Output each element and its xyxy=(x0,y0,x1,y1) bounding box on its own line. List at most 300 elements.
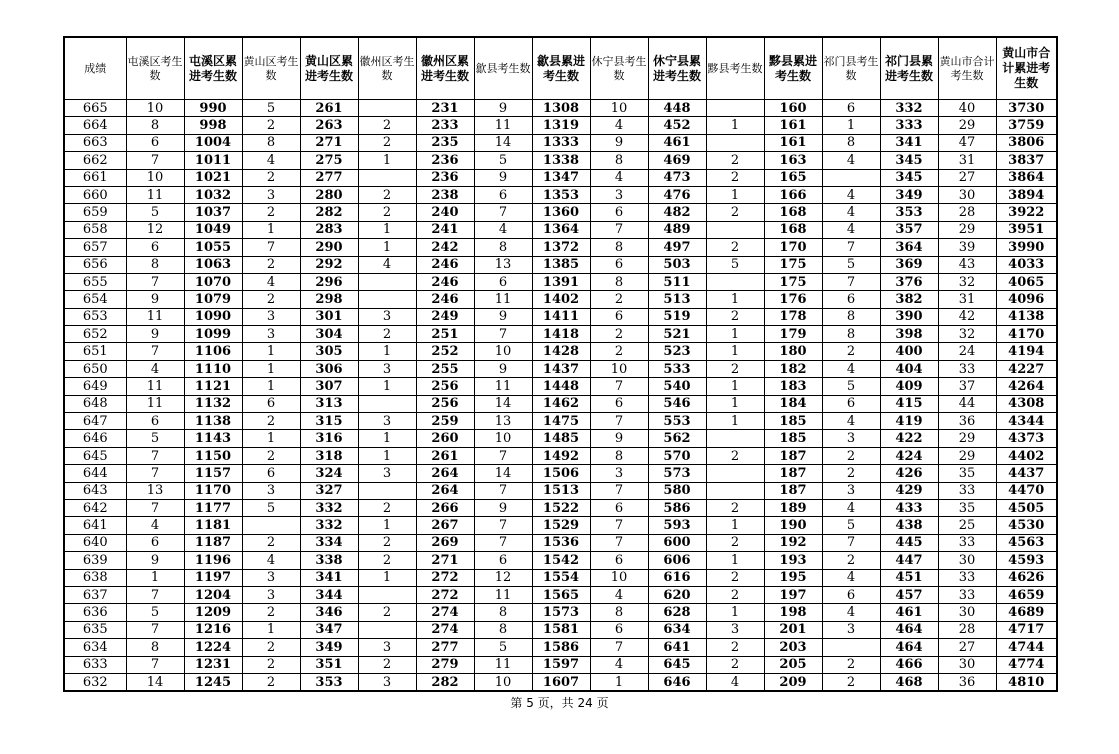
cumulative-count-cell: 277 xyxy=(300,169,358,186)
cumulative-count-cell: 553 xyxy=(648,413,706,430)
cumulative-count-cell: 457 xyxy=(880,586,938,603)
cumulative-count-cell: 341 xyxy=(880,134,938,151)
count-cell: 33 xyxy=(938,360,996,377)
cumulative-count-cell: 634 xyxy=(648,621,706,638)
count-cell: 4 xyxy=(822,499,880,516)
cumulative-count-cell: 4774 xyxy=(996,656,1057,673)
table-row xyxy=(64,517,1057,534)
cumulative-count-cell: 4593 xyxy=(996,552,1057,569)
cumulative-count-cell: 180 xyxy=(764,343,822,360)
count-cell: 24 xyxy=(938,343,996,360)
count-cell: 8 xyxy=(474,621,532,638)
count-cell: 1 xyxy=(358,447,416,464)
cumulative-count-cell: 1607 xyxy=(532,673,590,691)
cumulative-count-cell: 4065 xyxy=(996,273,1057,290)
cumulative-count-cell: 1428 xyxy=(532,343,590,360)
count-cell xyxy=(706,221,764,238)
count-cell: 1 xyxy=(242,430,300,447)
count-cell: 7 xyxy=(474,517,532,534)
table-row xyxy=(64,534,1057,551)
count-cell: 7 xyxy=(474,534,532,551)
count-cell: 6 xyxy=(126,534,184,551)
count-cell: 31 xyxy=(938,291,996,308)
cumulative-count-cell: 163 xyxy=(764,152,822,169)
cumulative-count-cell: 1462 xyxy=(532,395,590,412)
table-row xyxy=(64,447,1057,464)
count-cell: 7 xyxy=(822,239,880,256)
cumulative-count-cell: 283 xyxy=(300,221,358,238)
cumulative-count-cell: 176 xyxy=(764,291,822,308)
cumulative-count-cell: 246 xyxy=(416,291,474,308)
cumulative-count-cell: 620 xyxy=(648,586,706,603)
cumulative-count-cell: 424 xyxy=(880,447,938,464)
count-cell: 2 xyxy=(822,656,880,673)
score-cell: 645 xyxy=(64,447,126,464)
count-cell: 6 xyxy=(590,204,648,221)
cumulative-count-cell: 175 xyxy=(764,256,822,273)
score-cell: 646 xyxy=(64,430,126,447)
cumulative-count-cell: 251 xyxy=(416,326,474,343)
cumulative-count-cell: 570 xyxy=(648,447,706,464)
cumulative-count-cell: 274 xyxy=(416,604,474,621)
count-cell: 4 xyxy=(822,569,880,586)
count-cell: 1 xyxy=(706,343,764,360)
count-cell: 8 xyxy=(590,152,648,169)
page-footer: 第 5 页，共 24 页 xyxy=(510,696,609,710)
count-cell: 10 xyxy=(590,100,648,117)
cumulative-count-cell: 1187 xyxy=(184,534,242,551)
cumulative-count-cell: 1529 xyxy=(532,517,590,534)
cumulative-count-cell: 429 xyxy=(880,482,938,499)
cumulative-count-cell: 466 xyxy=(880,656,938,673)
cumulative-count-cell: 4810 xyxy=(996,673,1057,691)
cumulative-count-cell: 409 xyxy=(880,378,938,395)
count-cell: 43 xyxy=(938,256,996,273)
count-cell: 2 xyxy=(242,413,300,430)
cumulative-count-cell: 274 xyxy=(416,621,474,638)
column-header: 黟县累进考生数 xyxy=(764,37,822,100)
cumulative-count-cell: 261 xyxy=(416,447,474,464)
count-cell: 2 xyxy=(358,134,416,151)
score-cell: 644 xyxy=(64,465,126,482)
count-cell: 8 xyxy=(474,604,532,621)
count-cell: 33 xyxy=(938,534,996,551)
cumulative-count-cell: 1573 xyxy=(532,604,590,621)
cumulative-count-cell: 3864 xyxy=(996,169,1057,186)
cumulative-count-cell: 351 xyxy=(300,656,358,673)
count-cell: 8 xyxy=(126,256,184,273)
count-cell: 25 xyxy=(938,517,996,534)
count-cell: 2 xyxy=(706,360,764,377)
count-cell: 6 xyxy=(474,552,532,569)
cumulative-count-cell: 4689 xyxy=(996,604,1057,621)
table-row xyxy=(64,186,1057,203)
cumulative-count-cell: 645 xyxy=(648,656,706,673)
cumulative-count-cell: 1475 xyxy=(532,413,590,430)
count-cell: 1 xyxy=(706,413,764,430)
cumulative-count-cell: 468 xyxy=(880,673,938,691)
count-cell: 2 xyxy=(706,447,764,464)
count-cell xyxy=(358,586,416,603)
cumulative-count-cell: 272 xyxy=(416,586,474,603)
count-cell: 6 xyxy=(590,499,648,516)
table-row xyxy=(64,604,1057,621)
count-cell: 4 xyxy=(590,169,648,186)
count-cell: 7 xyxy=(126,447,184,464)
count-cell: 2 xyxy=(706,308,764,325)
count-cell: 6 xyxy=(590,552,648,569)
cumulative-count-cell: 1448 xyxy=(532,378,590,395)
table-row xyxy=(64,569,1057,586)
count-cell: 2 xyxy=(242,204,300,221)
count-cell: 35 xyxy=(938,499,996,516)
count-cell: 11 xyxy=(474,586,532,603)
count-cell: 5 xyxy=(242,100,300,117)
cumulative-count-cell: 346 xyxy=(300,604,358,621)
count-cell: 4 xyxy=(242,552,300,569)
count-cell: 2 xyxy=(706,534,764,551)
cumulative-count-cell: 357 xyxy=(880,221,938,238)
cumulative-count-cell: 382 xyxy=(880,291,938,308)
cumulative-count-cell: 1224 xyxy=(184,639,242,656)
count-cell: 3 xyxy=(822,621,880,638)
cumulative-count-cell: 192 xyxy=(764,534,822,551)
count-cell: 7 xyxy=(474,204,532,221)
count-cell: 6 xyxy=(822,100,880,117)
count-cell: 36 xyxy=(938,413,996,430)
score-cell: 651 xyxy=(64,343,126,360)
count-cell: 5 xyxy=(822,517,880,534)
count-cell xyxy=(358,291,416,308)
count-cell xyxy=(242,517,300,534)
count-cell: 14 xyxy=(474,395,532,412)
count-cell: 29 xyxy=(938,117,996,134)
score-cell: 656 xyxy=(64,256,126,273)
count-cell: 4 xyxy=(706,673,764,691)
cumulative-count-cell: 236 xyxy=(416,169,474,186)
cumulative-count-cell: 271 xyxy=(300,134,358,151)
cumulative-count-cell: 264 xyxy=(416,465,474,482)
cumulative-count-cell: 236 xyxy=(416,152,474,169)
count-cell: 2 xyxy=(822,465,880,482)
count-cell: 36 xyxy=(938,673,996,691)
cumulative-count-cell: 4744 xyxy=(996,639,1057,656)
table-row xyxy=(64,586,1057,603)
cumulative-count-cell: 461 xyxy=(880,604,938,621)
count-cell: 11 xyxy=(126,308,184,325)
score-cell: 640 xyxy=(64,534,126,551)
score-cell: 648 xyxy=(64,395,126,412)
count-cell: 4 xyxy=(822,604,880,621)
cumulative-count-cell: 4096 xyxy=(996,291,1057,308)
cumulative-count-cell: 513 xyxy=(648,291,706,308)
table-row xyxy=(64,256,1057,273)
count-cell: 28 xyxy=(938,621,996,638)
count-cell: 2 xyxy=(242,639,300,656)
cumulative-count-cell: 616 xyxy=(648,569,706,586)
count-cell: 13 xyxy=(126,482,184,499)
cumulative-count-cell: 1177 xyxy=(184,499,242,516)
cumulative-count-cell: 1106 xyxy=(184,343,242,360)
score-cell: 637 xyxy=(64,586,126,603)
cumulative-count-cell: 523 xyxy=(648,343,706,360)
cumulative-count-cell: 345 xyxy=(880,169,938,186)
cumulative-count-cell: 4227 xyxy=(996,360,1057,377)
count-cell: 2 xyxy=(242,534,300,551)
table-row xyxy=(64,169,1057,186)
count-cell: 4 xyxy=(590,656,648,673)
cumulative-count-cell: 282 xyxy=(300,204,358,221)
count-cell: 1 xyxy=(706,604,764,621)
count-cell xyxy=(706,134,764,151)
cumulative-count-cell: 316 xyxy=(300,430,358,447)
score-cell: 642 xyxy=(64,499,126,516)
cumulative-count-cell: 369 xyxy=(880,256,938,273)
count-cell: 5 xyxy=(706,256,764,273)
score-cell: 649 xyxy=(64,378,126,395)
cumulative-count-cell: 4563 xyxy=(996,534,1057,551)
column-header: 休宁县累进考生数 xyxy=(648,37,706,100)
cumulative-count-cell: 400 xyxy=(880,343,938,360)
cumulative-count-cell: 305 xyxy=(300,343,358,360)
cumulative-count-cell: 178 xyxy=(764,308,822,325)
count-cell: 7 xyxy=(590,534,648,551)
cumulative-count-cell: 1597 xyxy=(532,656,590,673)
count-cell: 8 xyxy=(822,308,880,325)
cumulative-count-cell: 261 xyxy=(300,100,358,117)
cumulative-count-cell: 628 xyxy=(648,604,706,621)
table-row xyxy=(64,273,1057,290)
table-row xyxy=(64,552,1057,569)
count-cell: 11 xyxy=(126,395,184,412)
table-row xyxy=(64,413,1057,430)
count-cell: 10 xyxy=(126,100,184,117)
column-header: 黄山区考生数 xyxy=(242,37,300,100)
count-cell xyxy=(358,273,416,290)
count-cell: 1 xyxy=(242,378,300,395)
score-cell: 659 xyxy=(64,204,126,221)
count-cell xyxy=(706,465,764,482)
cumulative-count-cell: 292 xyxy=(300,256,358,273)
count-cell: 30 xyxy=(938,186,996,203)
count-cell: 2 xyxy=(822,673,880,691)
cumulative-count-cell: 255 xyxy=(416,360,474,377)
count-cell: 1 xyxy=(706,186,764,203)
cumulative-count-cell: 201 xyxy=(764,621,822,638)
count-cell: 6 xyxy=(474,186,532,203)
score-cell: 647 xyxy=(64,413,126,430)
cumulative-count-cell: 641 xyxy=(648,639,706,656)
cumulative-count-cell: 990 xyxy=(184,100,242,117)
count-cell: 2 xyxy=(706,499,764,516)
score-cell: 650 xyxy=(64,360,126,377)
count-cell xyxy=(822,169,880,186)
count-cell: 8 xyxy=(126,117,184,134)
score-cell: 662 xyxy=(64,152,126,169)
cumulative-count-cell: 266 xyxy=(416,499,474,516)
cumulative-count-cell: 482 xyxy=(648,204,706,221)
count-cell: 2 xyxy=(242,291,300,308)
count-cell: 5 xyxy=(822,256,880,273)
cumulative-count-cell: 461 xyxy=(648,134,706,151)
cumulative-count-cell: 3990 xyxy=(996,239,1057,256)
table-row xyxy=(64,326,1057,343)
count-cell: 6 xyxy=(590,395,648,412)
count-cell: 2 xyxy=(358,186,416,203)
count-cell: 9 xyxy=(126,291,184,308)
cumulative-count-cell: 1347 xyxy=(532,169,590,186)
cumulative-count-cell: 4194 xyxy=(996,343,1057,360)
cumulative-count-cell: 586 xyxy=(648,499,706,516)
cumulative-count-cell: 1170 xyxy=(184,482,242,499)
table-row xyxy=(64,639,1057,656)
count-cell xyxy=(822,639,880,656)
cumulative-count-cell: 345 xyxy=(880,152,938,169)
cumulative-count-cell: 1150 xyxy=(184,447,242,464)
cumulative-count-cell: 4402 xyxy=(996,447,1057,464)
cumulative-count-cell: 1063 xyxy=(184,256,242,273)
cumulative-count-cell: 4659 xyxy=(996,586,1057,603)
count-cell: 4 xyxy=(126,517,184,534)
count-cell: 3 xyxy=(822,430,880,447)
count-cell: 8 xyxy=(126,639,184,656)
table-row xyxy=(64,621,1057,638)
count-cell: 29 xyxy=(938,447,996,464)
count-cell: 35 xyxy=(938,465,996,482)
count-cell: 4 xyxy=(590,117,648,134)
table-row xyxy=(64,673,1057,691)
score-cell: 657 xyxy=(64,239,126,256)
count-cell: 11 xyxy=(474,656,532,673)
cumulative-count-cell: 301 xyxy=(300,308,358,325)
count-cell: 2 xyxy=(358,499,416,516)
count-cell: 3 xyxy=(822,482,880,499)
count-cell: 3 xyxy=(242,308,300,325)
count-cell: 3 xyxy=(242,569,300,586)
cumulative-count-cell: 1099 xyxy=(184,326,242,343)
table-header-row xyxy=(64,37,1057,100)
cumulative-count-cell: 1391 xyxy=(532,273,590,290)
cumulative-count-cell: 415 xyxy=(880,395,938,412)
count-cell: 7 xyxy=(590,221,648,238)
cumulative-count-cell: 324 xyxy=(300,465,358,482)
count-cell xyxy=(358,100,416,117)
score-table-container xyxy=(63,36,1058,692)
count-cell: 12 xyxy=(474,569,532,586)
count-cell: 13 xyxy=(474,413,532,430)
cumulative-count-cell: 242 xyxy=(416,239,474,256)
count-cell: 8 xyxy=(474,239,532,256)
cumulative-count-cell: 256 xyxy=(416,378,474,395)
cumulative-count-cell: 4138 xyxy=(996,308,1057,325)
cumulative-count-cell: 187 xyxy=(764,482,822,499)
count-cell: 4 xyxy=(242,152,300,169)
count-cell: 11 xyxy=(474,378,532,395)
cumulative-count-cell: 1333 xyxy=(532,134,590,151)
count-cell: 2 xyxy=(706,569,764,586)
count-cell: 39 xyxy=(938,239,996,256)
score-cell: 634 xyxy=(64,639,126,656)
cumulative-count-cell: 1418 xyxy=(532,326,590,343)
cumulative-count-cell: 4308 xyxy=(996,395,1057,412)
cumulative-count-cell: 1138 xyxy=(184,413,242,430)
column-header: 祁门县考生数 xyxy=(822,37,880,100)
table-row xyxy=(64,360,1057,377)
cumulative-count-cell: 1554 xyxy=(532,569,590,586)
count-cell: 1 xyxy=(358,430,416,447)
count-cell: 33 xyxy=(938,569,996,586)
count-cell: 2 xyxy=(358,204,416,221)
count-cell: 2 xyxy=(706,239,764,256)
cumulative-count-cell: 341 xyxy=(300,569,358,586)
count-cell: 3 xyxy=(242,326,300,343)
cumulative-count-cell: 249 xyxy=(416,308,474,325)
cumulative-count-cell: 353 xyxy=(880,204,938,221)
count-cell: 9 xyxy=(126,552,184,569)
cumulative-count-cell: 4170 xyxy=(996,326,1057,343)
cumulative-count-cell: 1070 xyxy=(184,273,242,290)
table-row xyxy=(64,100,1057,117)
count-cell: 11 xyxy=(126,186,184,203)
count-cell: 7 xyxy=(126,621,184,638)
cumulative-count-cell: 4505 xyxy=(996,499,1057,516)
count-cell: 2 xyxy=(590,291,648,308)
cumulative-count-cell: 277 xyxy=(416,639,474,656)
count-cell: 4 xyxy=(242,273,300,290)
cumulative-count-cell: 503 xyxy=(648,256,706,273)
cumulative-count-cell: 1132 xyxy=(184,395,242,412)
column-header: 屯溪区考生数 xyxy=(126,37,184,100)
cumulative-count-cell: 606 xyxy=(648,552,706,569)
score-cell: 663 xyxy=(64,134,126,151)
count-cell: 2 xyxy=(358,326,416,343)
count-cell xyxy=(706,482,764,499)
count-cell: 6 xyxy=(126,239,184,256)
count-cell: 1 xyxy=(706,395,764,412)
cumulative-count-cell: 349 xyxy=(880,186,938,203)
count-cell xyxy=(706,273,764,290)
count-cell: 4 xyxy=(822,186,880,203)
cumulative-count-cell: 168 xyxy=(764,221,822,238)
cumulative-count-cell: 304 xyxy=(300,326,358,343)
cumulative-count-cell: 279 xyxy=(416,656,474,673)
count-cell: 7 xyxy=(474,482,532,499)
count-cell: 6 xyxy=(590,256,648,273)
count-cell: 1 xyxy=(358,517,416,534)
cumulative-count-cell: 464 xyxy=(880,639,938,656)
count-cell: 5 xyxy=(822,378,880,395)
count-cell: 7 xyxy=(474,326,532,343)
column-header: 歙县考生数 xyxy=(474,37,532,100)
cumulative-count-cell: 1492 xyxy=(532,447,590,464)
count-cell: 2 xyxy=(590,326,648,343)
count-cell: 2 xyxy=(242,604,300,621)
count-cell: 40 xyxy=(938,100,996,117)
count-cell: 2 xyxy=(706,204,764,221)
table-row xyxy=(64,395,1057,412)
cumulative-count-cell: 306 xyxy=(300,360,358,377)
count-cell: 3 xyxy=(358,360,416,377)
cumulative-count-cell: 1565 xyxy=(532,586,590,603)
cumulative-count-cell: 231 xyxy=(416,100,474,117)
cumulative-count-cell: 445 xyxy=(880,534,938,551)
count-cell: 11 xyxy=(474,117,532,134)
count-cell: 9 xyxy=(126,326,184,343)
column-header: 屯溪区累进考生数 xyxy=(184,37,242,100)
score-cell: 653 xyxy=(64,308,126,325)
cumulative-count-cell: 1157 xyxy=(184,465,242,482)
column-header: 休宁县考生数 xyxy=(590,37,648,100)
